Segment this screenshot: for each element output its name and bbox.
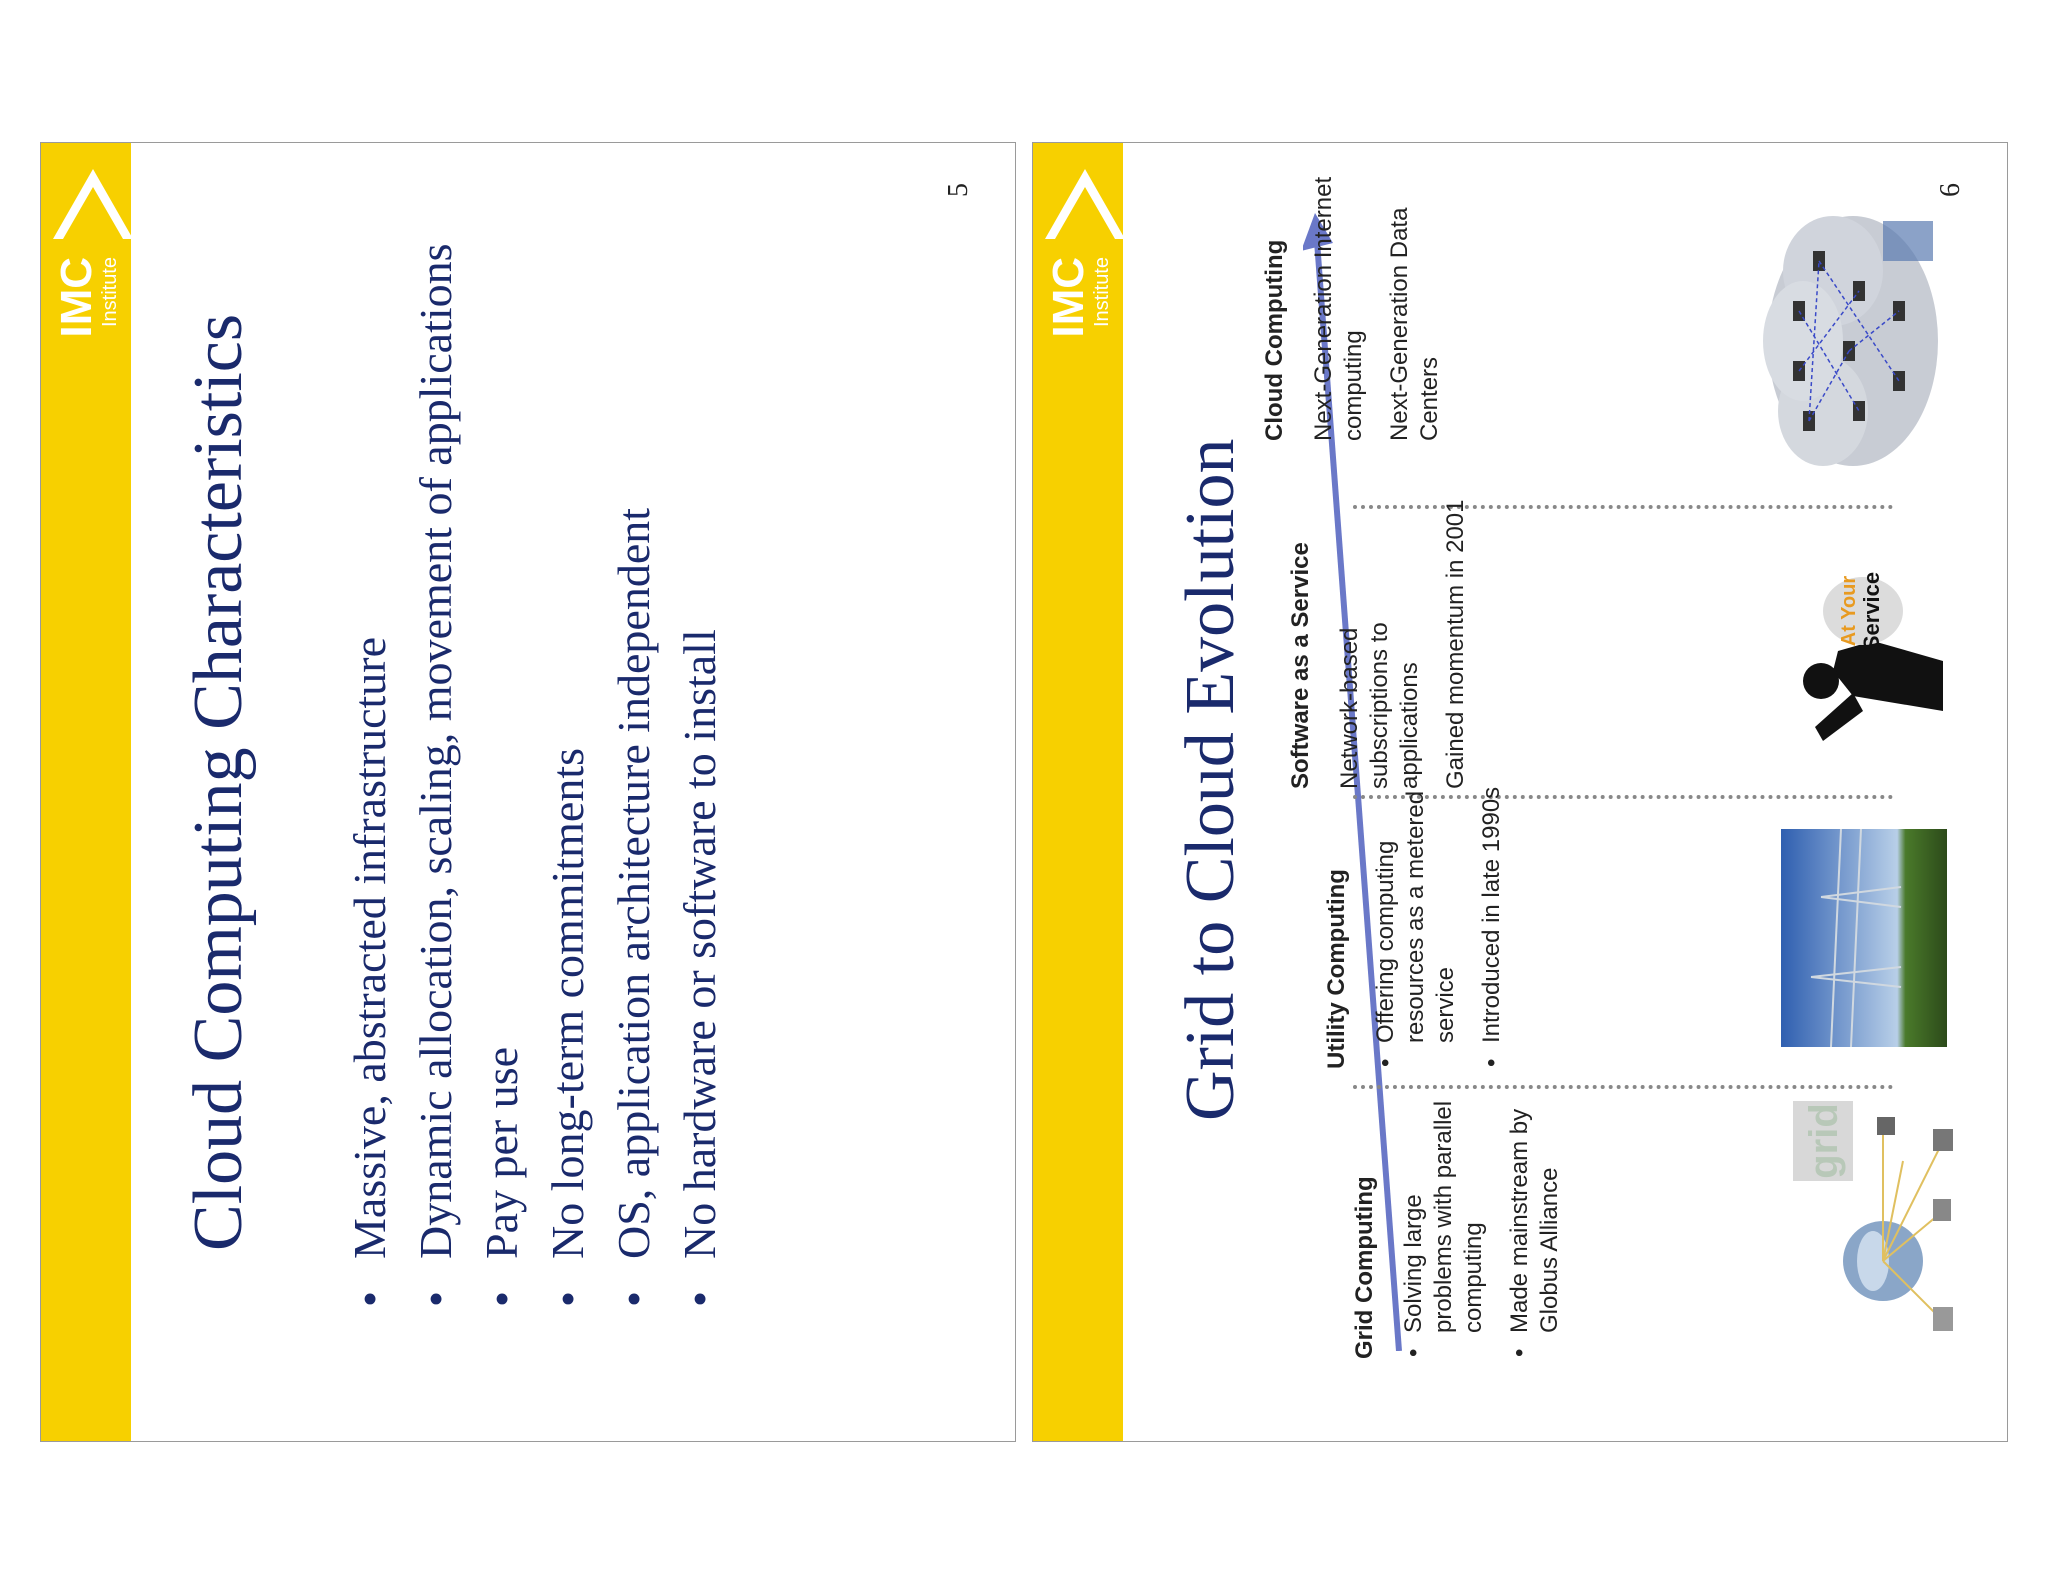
logo-sub: Institute	[99, 257, 121, 328]
logo-brand: IMC	[52, 257, 101, 338]
chevron-logo-icon	[53, 169, 133, 239]
list-item: • OS, application architecture independent	[605, 211, 663, 1311]
list-item: • Pay per use	[473, 211, 531, 1311]
power-lines-image	[1781, 829, 1947, 1047]
list-item: • No long-term commitments	[539, 211, 597, 1311]
cloud-network-image	[1753, 211, 1943, 471]
imc-logo	[51, 157, 131, 417]
column-divider	[1353, 1085, 1893, 1089]
slide-6	[1032, 142, 2008, 1442]
slide-5	[40, 142, 1016, 1442]
page-number: 6	[1935, 183, 1966, 197]
slide-6-content	[1033, 143, 2007, 1441]
column-text: Next-Generation Data Centers	[1386, 207, 1443, 441]
column-heading: Software as a Service	[1287, 542, 1314, 789]
slide-title: Grid to Cloud Evolution	[1172, 438, 1249, 1121]
saas-image-label-2: Service	[1859, 571, 1884, 651]
page-number: 5	[943, 183, 974, 197]
column-heading: Utility Computing	[1323, 869, 1350, 1069]
grid-computing-column	[1351, 1099, 1581, 1359]
at-your-service-image	[1793, 551, 1943, 751]
bullet-list	[341, 211, 737, 1311]
saas-column	[1287, 489, 1487, 789]
slide-5-content	[41, 143, 1015, 1441]
utility-computing-column	[1323, 769, 1523, 1069]
list-item: • Dynamic allocation, scaling, movement of applications	[407, 211, 465, 1311]
column-bullet: • Made mainstream by Globus Alliance	[1505, 1099, 1565, 1359]
chevron-logo-icon	[1045, 169, 1125, 239]
column-heading: Cloud Computing	[1261, 239, 1288, 441]
grid-network-image	[1793, 1101, 1963, 1331]
grid-image-label: grid	[1802, 1103, 1846, 1179]
column-text: Gained momentum in 2001	[1442, 499, 1469, 789]
column-text: Network-based subscriptions to applications	[1336, 622, 1423, 789]
imc-logo	[1043, 157, 1123, 417]
cloud-computing-column	[1261, 142, 1461, 441]
list-item: • No hardware or software to install	[671, 211, 729, 1311]
column-heading: Grid Computing	[1351, 1176, 1378, 1359]
slide-title: Cloud Computing Characteristics	[180, 313, 257, 1251]
column-bullet: • Introduced in late 1990s	[1477, 769, 1507, 1069]
column-text: Next-Generation Internet computing	[1310, 176, 1367, 441]
column-bullet: • Solving large problems with parallel computing	[1399, 1099, 1489, 1359]
list-item: • Massive, abstracted infrastructure	[341, 211, 399, 1311]
saas-image-label-1: At Your	[1838, 575, 1860, 647]
logo-brand: IMC	[1044, 257, 1093, 338]
logo-sub: Institute	[1091, 257, 1113, 328]
column-bullet: • Offering computing resources as a metered service	[1371, 769, 1461, 1069]
